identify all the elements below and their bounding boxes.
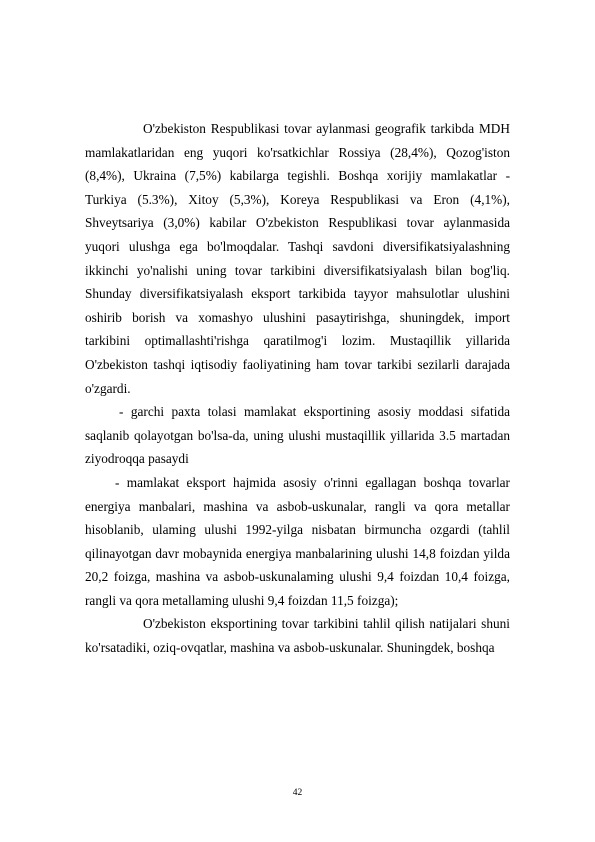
paragraph-cotton-export: - garchi paxta tolasi mamlakat eksportining asosiy moddasi sifatida saqlanib qolayotgan bo'lsa-da, uning ulushi mustaqillik yillarida 3.5 martadan ziyodroqqa pasaydi xyxy=(85,404,510,467)
paragraph-export-goods: - mamlakat eksport hajmida asosiy o'rinni egallagan boshqa tovarlar energiya manbalari, mashina va asbob-uskunalar, rangli va qora metallar hisoblanib, ulaming ulushi 1992-yilga nisbatan birmuncha ozgardi (tahlil qilinayotgan davr mobaynida energiya manbalarining ulushi 14,8 foizdan yilda 20,2 foizga, mashina va asbob-uskunalaming ulushi 9,4 foizdan 10,4 foizga, rangli va qora metallaming ulushi 9,4 foizdan 11,5 foizga); xyxy=(85,474,510,608)
paragraph-trade-geography: O'zbekiston Respublikasi tovar aylanmasi geografik tarkibda MDH mamlakatlaridan eng yuqori ko'rsatkichlar Rossiya (28,4%), Qozog'iston (8,4%), Ukraina (7,5%) kabilarga tegishli. Boshqa xorijiy mamlakatlar - Turkiya (5.3%), Xitoy (5,3%), Koreya Respublikasi va Eron (4,1%), Shveytsariya (3,0%) kabilar O'zbekiston Respublikasi tovar aylanmasida yuqori ulushga ega bo'lmoqdalar. Tashqi savdoni diversifikatsiyalashning ikkinchi yo'nalishi uning tovar tarkibini diversifikatsiyalash bilan bog'liq. Shunday diversifikatsiyalash eksport tarkibida tayyor mahsulotlar ulushini oshirib borish va xomashyo ulushini pasaytirishga, shuningdek, import tarkibini optimallashti'rishga qaratilmog'i lozim. Mustaqillik yillarida O'zbekiston tashqi iqtisodiy faoliyatining ham tovar tarkibi sezilarli darajada o'zgardi. xyxy=(85,121,510,396)
page-number: 42 xyxy=(292,788,303,798)
document-body xyxy=(85,117,510,660)
paragraph-export-analysis: O'zbekiston eksportining tovar tarkibini tahlil qilish natijalari shuni ko'rsatadiki, oziq-ovqatlar, mashina va asbob-uskunalar. Shuningdek, boshqa xyxy=(85,616,510,656)
